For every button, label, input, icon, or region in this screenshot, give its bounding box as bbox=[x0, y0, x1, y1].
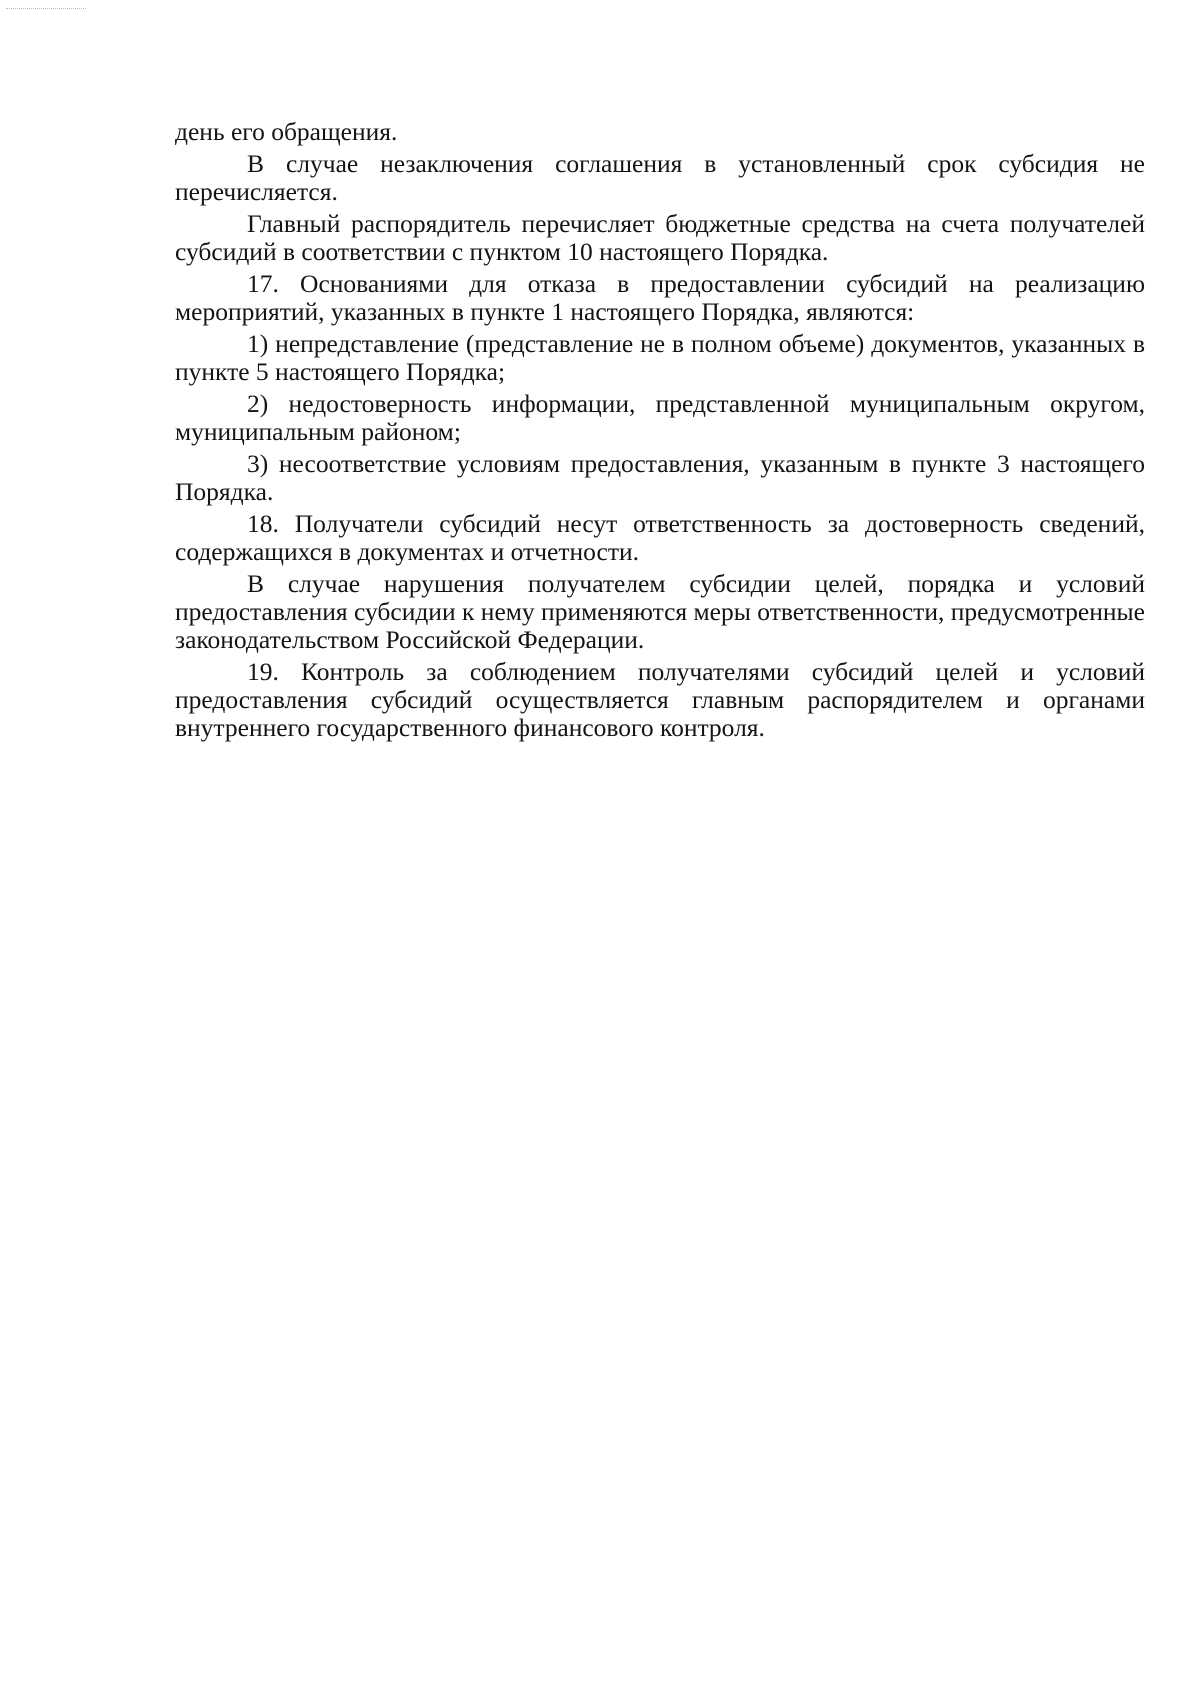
paragraph-18-responsibility: 18. Получатели субсидий несут ответственность за достоверность сведений, содержащихся в документах и отчетности. bbox=[175, 509, 1145, 566]
list-item-1: 1) непредставление (представление не в полном объеме) документов, указанных в пункте 5 настоящего Порядка; bbox=[175, 329, 1145, 386]
list-item-3: 3) несоответствие условиям предоставления, указанным в пункте 3 настоящего Порядка. bbox=[175, 449, 1145, 506]
scan-artifact bbox=[6, 8, 86, 11]
document-body bbox=[175, 118, 1145, 746]
paragraph-19-control: 19. Контроль за соблюдением получателями субсидий целей и условий предоставления субсидий осуществляется главным распорядителем и органами внутреннего государственного финансового контроля. bbox=[175, 657, 1145, 742]
paragraph-funds-transfer: Главный распорядитель перечисляет бюджетные средства на счета получателей субсидий в соответствии с пунктом 10 настоящего Порядка. bbox=[175, 209, 1145, 266]
paragraph-continuation: день его обращения. bbox=[175, 117, 398, 146]
paragraph-violation-measures: В случае нарушения получателем субсидии целей, порядка и условий предоставления субсидии к нему применяются меры ответственности, предусмотренные законодательством Российской Федерации. bbox=[175, 569, 1145, 654]
list-item-2: 2) недостоверность информации, представленной муниципальным округом, муниципальным районом; bbox=[175, 389, 1145, 446]
paragraph-17-refusal-grounds: 17. Основаниями для отказа в предоставлении субсидий на реализацию мероприятий, указанных в пункте 1 настоящего Порядка, являются: bbox=[175, 269, 1145, 326]
paragraph-agreement-not-concluded: В случае незаключения соглашения в установленный срок субсидия не перечисляется. bbox=[175, 149, 1145, 206]
